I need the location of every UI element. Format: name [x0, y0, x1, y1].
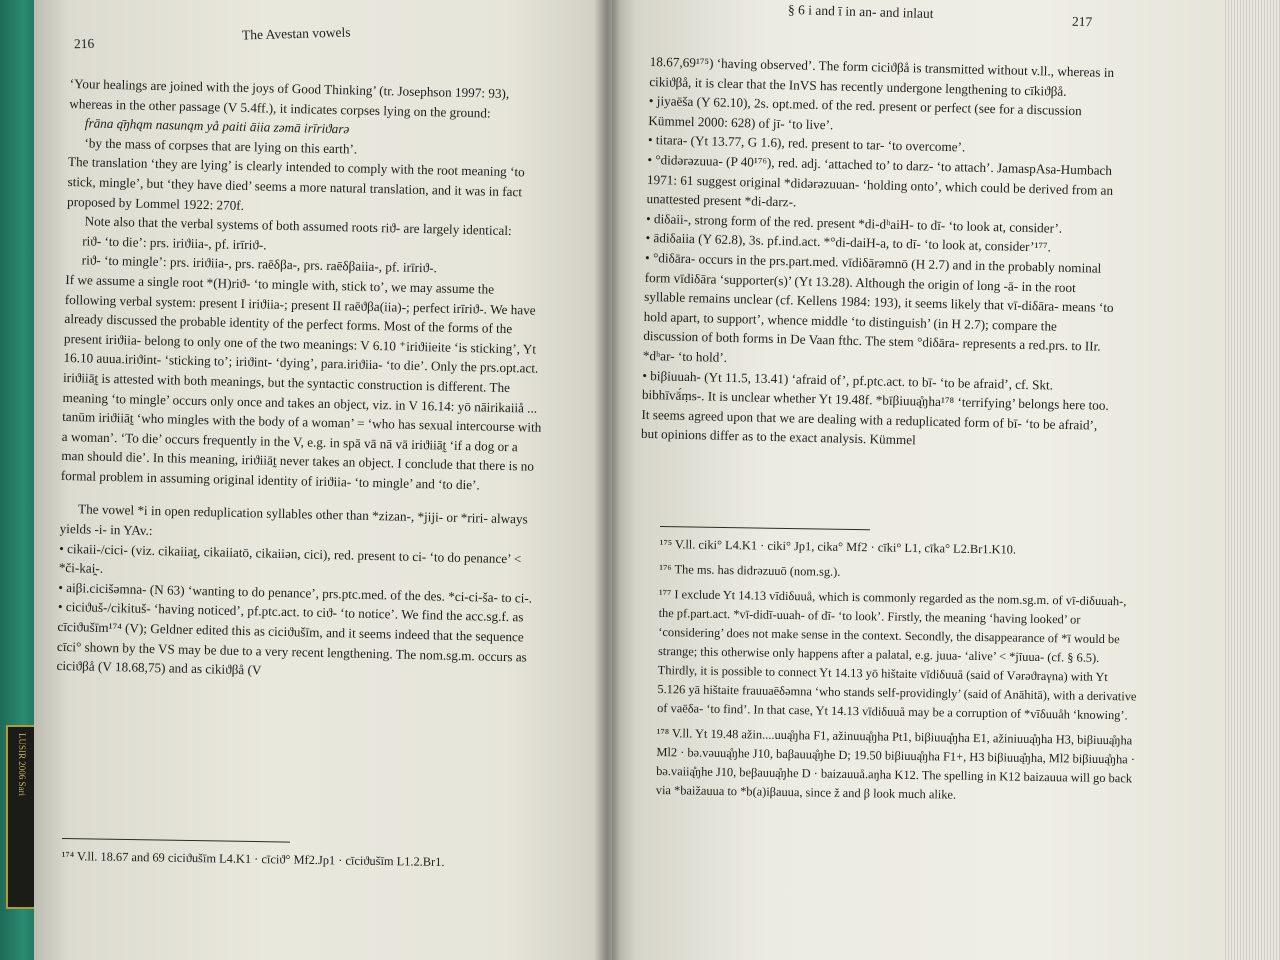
- right-page-body: [641, 52, 1120, 455]
- list-item: • °diδāra- occurs in the prs.part.med. vīdiδārəmnō (H 2.7) and in the probably nominal form vīdiδāra ‘supporter(s)’ (Yt 13.28). Although the origin of long -ā- in the root syllable remains unclear (cf. Kellens 1984: 193), it seems likely that vī-diδāra- means ‘to hold apart, to support’, whence middle ‘to distinguish’ (in H 2.7); compare the discussion of both forms in De Vaan fthc. The stem °diδāra- represents a red.prs. to IIr. *dʰar- ‘to hold’.: [642, 249, 1114, 365]
- page-edges: [1220, 0, 1280, 960]
- list-item: • biβiuuah- (Yt 11.5, 13.41) ‘afraid of’, pf.ptc.act. to bī- ‘to be afraid’, cf. Skt. bibhīvā́ṃs-. It is unclear whether Yt 19.48f. *bīβiuuą̊ŋha¹⁷⁸ ‘terrifying’ belongs here too. It seems agreed upon that we are dealing with a reduplicated form of bī- ‘to be afraid’, but opinions differ as to the exact analysis. Kümmel: [640, 367, 1109, 448]
- list-item: • ādiδaiia (Y 62.8), 3s. pf.ind.act. *°di-daiH-a, to dī- ‘to look at, consider’¹⁷⁷.: [645, 230, 1052, 255]
- list-item: • °didərəzuua- (P 40¹⁷⁶), red. adj. ‘attached to’ to darz- ‘to attach’. JamaspAsa-Humbach 1971: 61 suggest original *didərəzuuan- ‘holding onto’, which could be derived from an unattested present *di-darz-.: [646, 151, 1114, 210]
- paragraph: The vowel *i in open reduplication syllables other than *zizan-, *jiji- or *riri- always yields -i- in YAv.:: [59, 501, 528, 539]
- footnote: ¹⁷⁴ V.ll. 18.67 and 69 ciciϑušīm L4.K1 · cīciϑ° Mf2.Jp1 · cīciϑušīm L1.2.Br1.: [61, 848, 445, 870]
- paragraph: The translation ‘they are lying’ is clearly intended to comply with the root meaning ‘to stick, mingle’, but ‘they have died’ seems a more natural translation, and it was in fact proposed by Lommel 1922: 270f.: [66, 154, 525, 213]
- paragraph: Note also that the verbal systems of both assumed roots riϑ- are largely identical:: [84, 213, 512, 239]
- footnote: ¹⁷⁶ The ms. has didrəzuuō (nom.sg.).: [659, 561, 841, 579]
- avestan-quote: frāna ą̄ŋhąm nasunąm yå paiti āiia zəmā irīriϑarə: [84, 115, 350, 137]
- left-page-body: [56, 74, 550, 687]
- paragraph: riϑ- ‘to die’: prs. iriϑiia-, pf. irīriϑ-.: [82, 233, 267, 253]
- paragraph: ‘Your healings are joined with the joys of Good Thinking’ (tr. Josephson 1997: 93),: [69, 75, 510, 101]
- footnote: ¹⁷⁵ V.ll. ciki° L4.K1 · ciki° Jp1, cika° Mf2 · cīki° L1, cīka° L2.Br1.K10.: [659, 536, 1017, 557]
- paragraph: 18.67,69¹⁷⁵) ‘having observed’. The form ciciϑβå is transmitted without v.ll., whereas in cikiϑβå, it is clear that the InVS has recently undergone lengthening to cīkiϑβå.: [649, 53, 1115, 99]
- right-page-number: 217: [1071, 13, 1093, 30]
- left-running-head: The Avestan vowels: [241, 24, 351, 43]
- list-item: • jiyaēša (Y 62.10), 2s. opt.med. of the red. present or perfect (see for a discussion Kümmel 2000: 628) of jī- ‘to live’.: [648, 93, 1082, 133]
- left-page-number: 216: [73, 35, 95, 52]
- list-item: • aiβi.cicišəmna- (N 63) ‘wanting to do penance’, prs.ptc.med. of the des. *ci-ci-ša- to ci-.: [58, 579, 533, 606]
- spine-label-text: LUSIR 2006 Sari: [17, 733, 27, 796]
- right-footnotes: [656, 526, 1140, 814]
- footnote: ¹⁷⁸ V.ll. Yt 19.48 ažin....uuą̊ŋha F1, ažinuuą̊ŋha Pt1, biβiuuą̊ŋha E1, ažiniuuą̊ŋha H3, biβiuuą̊ŋha Ml2 · bə.vəuuą̊ŋhe J10, baβauuą̊ŋhe D; 19.50 biβiuuą̊ŋha F1+, H3 biβiuuą̊ŋha, Ml2 biβiuuą̊ŋha · bə.vaiią̊ŋhe J10, beβauuą̊ŋhe D · baizauuå.aŋha K12. The spelling in K12 baizauua will go back via *baižauua to *b(a)iβauua, since ž and β look much alike.: [655, 725, 1136, 802]
- right-running-head: § 6 i and ī in an- and inlaut: [787, 1, 934, 22]
- list-item: • cikaii-/cici- (viz. cikaiiat̰, cikaiiatō, cikaiiən, cici), red. present to ci- ‘to do penance’ < *či-kai̯-.: [58, 540, 522, 577]
- paragraph: riϑ- ‘to mingle’: prs. iriϑiia-, prs. raēδβa-, prs. raēδβaiia-, pf. irīriϑ-.: [81, 252, 438, 276]
- quote-translation: ‘by the mass of corpses that are lying on this earth’.: [84, 135, 358, 157]
- footnote: ¹⁷⁷ I exclude Yt 14.13 vīdiδuuå, which is commonly regarded as the nom.sg.m. of vī-diδuuah-, the pf.part.act. *vī-didī-uuah- of dī- ‘to look’. Firstly, the meaning ‘having looked’ or ‘considering’ does not make sense in the context. Secondly, the disappearance of *ī would be strange; this otherwise only happens after a palatal, e.g. juua- ‘alive’ < *jīuua- (cf. § 6.5). Thirdly, it is possible to connect Yt 14.13 yō hištaite vīdiδuuå (said of Vərəϑraγna) with Yt 5.126 yā hištaite frauuaēδəmna ‘who stands self-providingly’ (said of Anāhitā), with a derivative of vaēδa- ‘to find’. In that case, Yt 14.13 vīdiδuuå may be a corruption of *vīδuuåh ‘knowing’.: [657, 586, 1137, 723]
- book-gutter: [594, 0, 620, 960]
- paragraph: whereas in the other passage (V 5.4ff.), it indicates corpses lying on the ground:: [69, 95, 491, 121]
- list-item: • diδaii-, strong form of the red. present *di-dʰaiH- to dī- ‘to look at, consider’.: [645, 210, 1063, 236]
- list-item: • ciciϑuš-/cikituš- ‘having noticed’, pf.ptc.act. to ciϑ- ‘to notice’. We find the acc.sg.f. as cīciϑušīm¹⁷⁴ (V); Geldner edited this as ciciϑušīm, and it seems indeed that the sequence cīci° shown by the VS may be due to a very recent lengthening. The nom.sg.m. occurs as ciciϑβå (V 18.68,75) and as cikiϑβå (V: [56, 599, 527, 678]
- paragraph: If we assume a single root *(H)riϑ- ‘to mingle with, stick to’, we may assume the following verbal system: present I iriϑiia-; present II raēϑβa(iia)-; perfect irīriϑ-. We have already discussed the probable identity of the perfect forms. Most of the forms of the present iriϑiia- belong to only one of the two meanings: V 6.10 ⁺iriϑiieite ‘is sticking’, Yt 16.10 auua.iriϑint- ‘sticking to’; iriϑint- ‘dying’, para.iriϑiia- ‘to die’. Only the prs.opt.act. iriϑiiāt̰ is attested with both meanings, but the syntactic construction is different. The meaning ‘to mingle’ occurs only once and takes an object, viz. in V 16.14: yō nāirikaiiå ... tanūm iriϑiiāt̰ ‘who mingles with the body of a woman’ = ‘who has sexual intercourse with a woman’. ‘To die’ occurs frequently in the V, e.g. in spā vā nā vā iriϑiiāt̰ ‘if a dog or a man should die’. In this meaning, iriϑiiāt̰ never takes an object. I conclude that there is no formal problem in assuming original identity of iriϑiia- ‘to mingle’ and ‘to die’.: [60, 271, 542, 493]
- list-item: • titara- (Yt 13.77, G 1.6), red. present to tar- ‘to overcome’.: [647, 132, 966, 155]
